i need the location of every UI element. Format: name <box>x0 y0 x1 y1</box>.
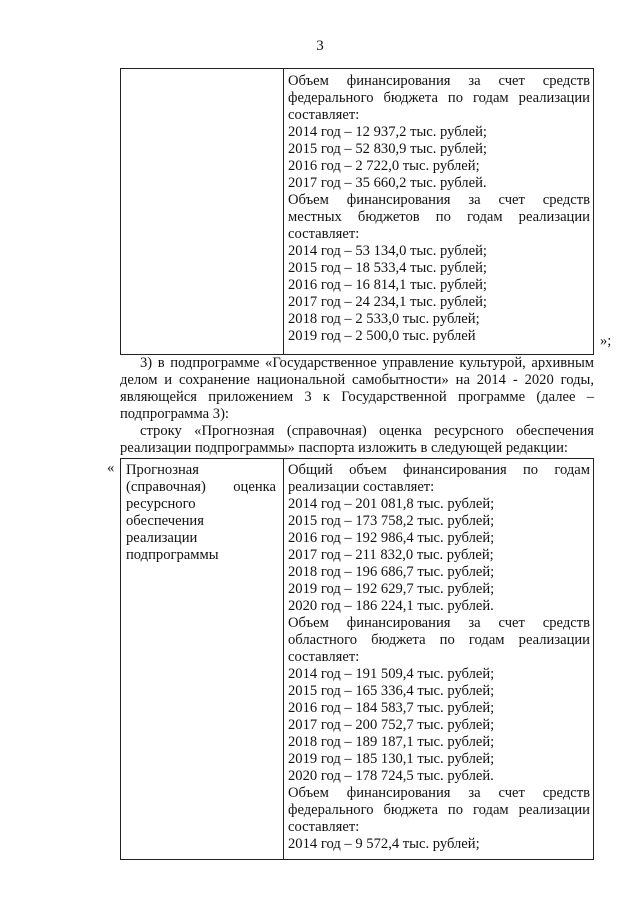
table-2-right-cell <box>288 462 590 853</box>
table-line: Прогнозная <box>126 462 199 478</box>
table-line: местных бюджетов по годам реализации <box>288 209 590 225</box>
table-line: 2015 год – 165 336,4 тыс. рублей; <box>288 683 495 699</box>
table-line: 2014 год – 201 081,8 тыс. рублей; <box>288 496 495 512</box>
paragraph-line: подпрограмма 3): <box>120 406 229 422</box>
table-line: 2016 год – 184 583,7 тыс. рублей; <box>288 700 495 716</box>
table-line: 2015 год – 18 533,4 тыс. рублей; <box>288 260 487 276</box>
table-line: составляет: <box>288 226 360 242</box>
table-line: 2017 год – 35 660,2 тыс. рублей. <box>288 175 487 191</box>
paragraph-line: являющейся приложением 3 к Государственной программе (далее – <box>120 389 594 405</box>
table-line: 2019 год – 2 500,0 тыс. рублей <box>288 328 476 344</box>
table-line: 2014 год – 9 572,4 тыс. рублей; <box>288 836 480 852</box>
table-line: 2014 год – 12 937,2 тыс. рублей; <box>288 124 487 140</box>
table-2-open-mark: « <box>107 460 115 476</box>
table-line: реализации составляет: <box>288 479 435 495</box>
table-line: Объем финансирования за счет средств <box>288 615 590 631</box>
table-line: 2018 год – 189 187,1 тыс. рублей; <box>288 734 495 750</box>
subprogram-3-paragraph <box>120 355 594 423</box>
table-1-column-divider <box>283 69 284 354</box>
table-line: составляет: <box>288 819 360 835</box>
table-line: 2017 год – 200 752,7 тыс. рублей; <box>288 717 495 733</box>
table-line: 2014 год – 191 509,4 тыс. рублей; <box>288 666 495 682</box>
row-replacement-paragraph <box>120 423 594 457</box>
table-line: федерального бюджета по годам реализации <box>288 802 590 818</box>
table-line: ресурсного <box>126 496 196 512</box>
paragraph-line: делом и сохранение национальной самобытности» на 2014 - 2020 годы, <box>120 372 594 388</box>
paragraph-line: строку «Прогнозная (справочная) оценка ресурсного обеспечения <box>140 423 594 439</box>
table-line: 2014 год – 53 134,0 тыс. рублей; <box>288 243 487 259</box>
table-line: обеспечения <box>126 513 204 529</box>
table-2-left-cell <box>126 462 276 564</box>
table-line: 2019 год – 185 130,1 тыс. рублей; <box>288 751 495 767</box>
table-line: Общий объем финансирования по годам <box>288 462 590 478</box>
table-line: составляет: <box>288 649 360 665</box>
table-line: 2017 год – 211 832,0 тыс. рублей; <box>288 547 494 563</box>
table-line: 2018 год – 2 533,0 тыс. рублей; <box>288 311 480 327</box>
table-1-right-cell <box>288 73 590 345</box>
table-line: 2019 год – 192 629,7 тыс. рублей; <box>288 581 495 597</box>
table-line: федерального бюджета по годам реализации <box>288 90 590 106</box>
table-line: Объем финансирования за счет средств <box>288 73 590 89</box>
table-line: областного бюджета по годам реализации <box>288 632 590 648</box>
table-line: Объем финансирования за счет средств <box>288 192 590 208</box>
table-line: подпрограммы <box>126 547 219 563</box>
table-line: (справочная) оценка <box>126 479 276 495</box>
table-line: 2020 год – 186 224,1 тыс. рублей. <box>288 598 494 614</box>
table-line: 2015 год – 52 830,9 тыс. рублей; <box>288 141 487 157</box>
paragraph-line: 3) в подпрограмме «Государственное управление культурой, архивным <box>140 355 594 371</box>
table-line: 2015 год – 173 758,2 тыс. рублей; <box>288 513 495 529</box>
table-line: Объем финансирования за счет средств <box>288 785 590 801</box>
table-1-close-mark: »; <box>600 333 612 349</box>
table-line: 2016 год – 192 986,4 тыс. рублей; <box>288 530 495 546</box>
table-line: 2016 год – 2 722,0 тыс. рублей; <box>288 158 480 174</box>
paragraph-line: реализации подпрограммы» паспорта изложить в следующей редакции: <box>120 440 568 456</box>
table-line: 2020 год – 178 724,5 тыс. рублей. <box>288 768 494 784</box>
table-line: 2017 год – 24 234,1 тыс. рублей; <box>288 294 487 310</box>
table-line: составляет: <box>288 107 360 123</box>
page-number: 3 <box>316 38 324 54</box>
table-line: реализации <box>126 530 198 546</box>
table-line: 2018 год – 196 686,7 тыс. рублей; <box>288 564 495 580</box>
table-line: 2016 год – 16 814,1 тыс. рублей; <box>288 277 487 293</box>
table-2-column-divider <box>283 459 284 859</box>
